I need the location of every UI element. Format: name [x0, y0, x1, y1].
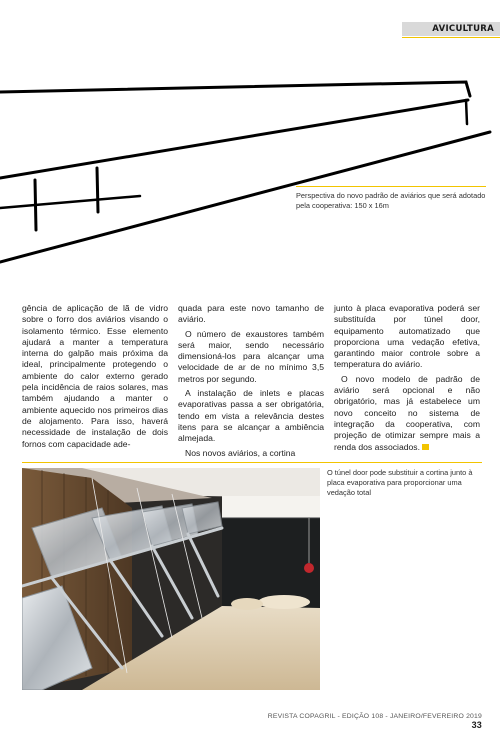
article-body	[22, 303, 480, 458]
paragraph: junto à placa evaporativa poderá ser substituída por túnel door, equipamento automatizado que proporciona uma vedação efetiva, garantindo maior controle sobre a temperatura do aviário.	[334, 303, 480, 370]
roof-ridge-line	[0, 82, 470, 96]
post-middle	[97, 168, 98, 212]
paragraph: A instalação de inlets e placas evaporativas passa a ser obrigatória, tendo em vista a relevância destes itens para se alcançar a ambiência almejada.	[178, 388, 324, 444]
top-figure-caption: Perspectiva do novo padrão de aviários que será adotado pela cooperativa: 150 x 16m	[296, 186, 486, 211]
paragraph: O número de exaustores também será maior, sendo necessário dimensioná-los para alcançar uma velocidade de ar de no mínimo 3,5 metros por segundo.	[178, 328, 324, 384]
roof-eave-line	[0, 100, 468, 178]
paragraph: Nos novos aviários, a cortina	[185, 447, 296, 458]
paragraph-text: O novo modelo de padrão de aviário será opcional e não obrigatório, mas já estabelece um novo conceito no sistema de integração da cooperativa, com projeção de otimizar sempre mais a renda dos associados.	[334, 373, 480, 452]
article-column-2	[178, 303, 324, 462]
aviary-perspective-drawing	[0, 60, 500, 270]
article-column-3	[334, 303, 480, 456]
paragraph	[334, 374, 480, 453]
page-number: 33	[471, 720, 482, 730]
tunnel-door-photo	[22, 468, 320, 690]
page-footer	[260, 713, 482, 730]
photo-caption: O túnel door pode substituir a cortina junto à placa evaporativa para proporcionar uma vedação total	[327, 468, 473, 497]
post-right	[466, 100, 467, 124]
paragraph: quada para este novo tamanho de aviário.	[178, 303, 324, 325]
section-label: AVICULTURA	[402, 22, 500, 36]
photo-accent-rule	[22, 462, 482, 463]
footer-publication: REVISTA COPAGRIL - EDIÇÃO 108 - JANEIRO/FEVEREIRO 2019	[267, 713, 482, 720]
floor-line	[0, 196, 140, 208]
section-accent-rule	[402, 37, 500, 38]
article-column-1	[22, 303, 168, 453]
paragraph: gência de aplicação de lã de vidro sobre o forro dos aviários visando o isolamento térmico. Esse elemento ajudará a manter a temperatura interna do galpão mais próxima da ideal, principalmente protegendo o ambiente do calor externo gerado pela incidência de raios solares, mas também ajudando a manter o ambiente aquecido nos primeiros dias de alojamento. Para isso, haverá necessidade de instalação de dois fornos com capacidade ade-	[22, 303, 168, 449]
post-left	[35, 180, 36, 230]
article-end-mark-icon	[422, 444, 429, 450]
